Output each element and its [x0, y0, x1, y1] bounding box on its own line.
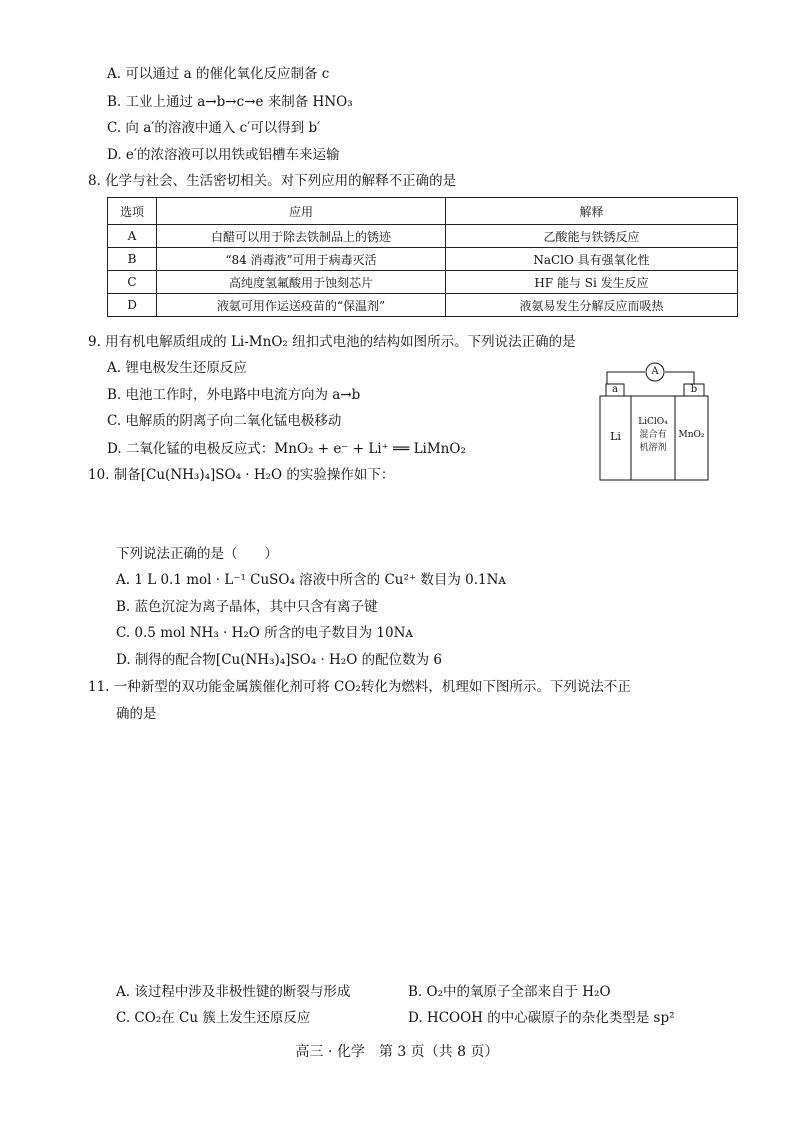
table-cell: A [108, 225, 157, 248]
table-row [108, 225, 738, 248]
q7-option-c: C. 向 a′的溶液中通入 c′可以得到 b′ [107, 120, 321, 136]
q10-option-c: C. 0.5 mol NH₃ · H₂O 所含的电子数目为 10Nᴀ [116, 625, 414, 641]
q11-stem-line-2: 确的是 [116, 706, 157, 722]
table-row [108, 294, 738, 317]
table-cell: 高纯度氢氟酸用于蚀刻芯片 [157, 271, 446, 294]
table-header: 选项 [108, 198, 157, 225]
table-cell: HF 能与 Si 发生反应 [446, 271, 738, 294]
q10-option-d: D. 制得的配合物[Cu(NH₃)₄]SO₄ · H₂O 的配位数为 6 [116, 652, 442, 668]
q10-option-a: A. 1 L 0.1 mol · L⁻¹ CuSO₄ 溶液中所含的 Cu²⁺ 数目为 0.1Nᴀ [116, 572, 507, 588]
q9-option-d: D. 二氧化锰的电极反应式：MnO₂ + e⁻ + Li⁺ ══ LiMnO₂ [107, 441, 466, 457]
q9-option-b: B. 电池工作时，外电路中电流方向为 a→b [107, 387, 361, 403]
q9-option-c: C. 电解质的阴离子向二氧化锰电极移动 [107, 413, 342, 429]
q9-stem: 9. 用有机电解质组成的 Li-MnO₂ 纽扣式电池的结构如图所示。下列说法正确的是 [88, 334, 576, 350]
table-cell: D [108, 294, 157, 317]
q10-prompt: 下列说法正确的是（ ） [116, 546, 278, 562]
q8-table [107, 197, 738, 317]
q7-option-d: D. e′的浓溶液可以用铁或铝槽车来运输 [107, 147, 340, 163]
q11-option-c: C. CO₂在 Cu 簇上发生还原反应 [116, 1010, 311, 1026]
li-electrode-label: Li [610, 430, 621, 443]
mno2-electrode-label: MnO₂ [678, 430, 705, 440]
terminal-a-label: a [612, 384, 618, 395]
table-cell: NaClO 具有强氧化性 [446, 248, 738, 271]
ammeter-label: A [651, 366, 659, 377]
q7-option-a: A. 可以通过 a 的催化氧化反应制备 c [107, 66, 330, 82]
table-cell: C [108, 271, 157, 294]
q10-option-b: B. 蓝色沉淀为离子晶体，其中只含有离子键 [116, 599, 378, 615]
electrolyte-label [631, 416, 675, 455]
electrolyte-line-2: 混合有 [639, 430, 667, 440]
q11-option-d: D. HCOOH 的中心碳原子的杂化类型是 sp² [408, 1010, 675, 1026]
table-cell: 乙酸能与铁锈反应 [446, 225, 738, 248]
q9-option-a: A. 锂电极发生还原反应 [107, 360, 247, 376]
q7-option-b: B. 工业上通过 a→b→c→e 来制备 HNO₃ [107, 94, 353, 110]
q10-stem: 10. 制备[Cu(NH₃)₄]SO₄ · H₂O 的实验操作如下： [88, 467, 395, 483]
table-row [108, 271, 738, 294]
q8-stem: 8. 化学与社会、生活密切相关。对下列应用的解释不正确的是 [88, 173, 457, 189]
table-cell: 白醋可以用于除去铁制品上的锈迹 [157, 225, 446, 248]
q11-option-b: B. O₂中的氧原子全部来自于 H₂O [408, 984, 611, 1000]
battery-diagram [598, 356, 712, 482]
table-cell: 液氨易发生分解反应而吸热 [446, 294, 738, 317]
terminal-b-label: b [690, 384, 698, 395]
q11-stem-line-1: 11. 一种新型的双功能金属簇催化剂可将 CO₂转化为燃料，机理如下图所示。下列说法不正 [88, 679, 631, 695]
table-cell: “84 消毒液”可用于病毒灭活 [157, 248, 446, 271]
table-header-row [108, 198, 738, 225]
electrolyte-line-3: 机溶剂 [639, 443, 667, 453]
q11-option-a: A. 该过程中涉及非极性键的断裂与形成 [116, 984, 351, 1000]
electrolyte-line-1: LiClO₄ [638, 417, 668, 427]
page-footer: 高三 · 化学 第 3 页（共 8 页） [295, 1044, 499, 1060]
table-header: 解释 [446, 198, 738, 225]
table-header: 应用 [157, 198, 446, 225]
table-cell: 液氨可用作运送疫苗的“保温剂” [157, 294, 446, 317]
table-row [108, 248, 738, 271]
table-cell: B [108, 248, 157, 271]
